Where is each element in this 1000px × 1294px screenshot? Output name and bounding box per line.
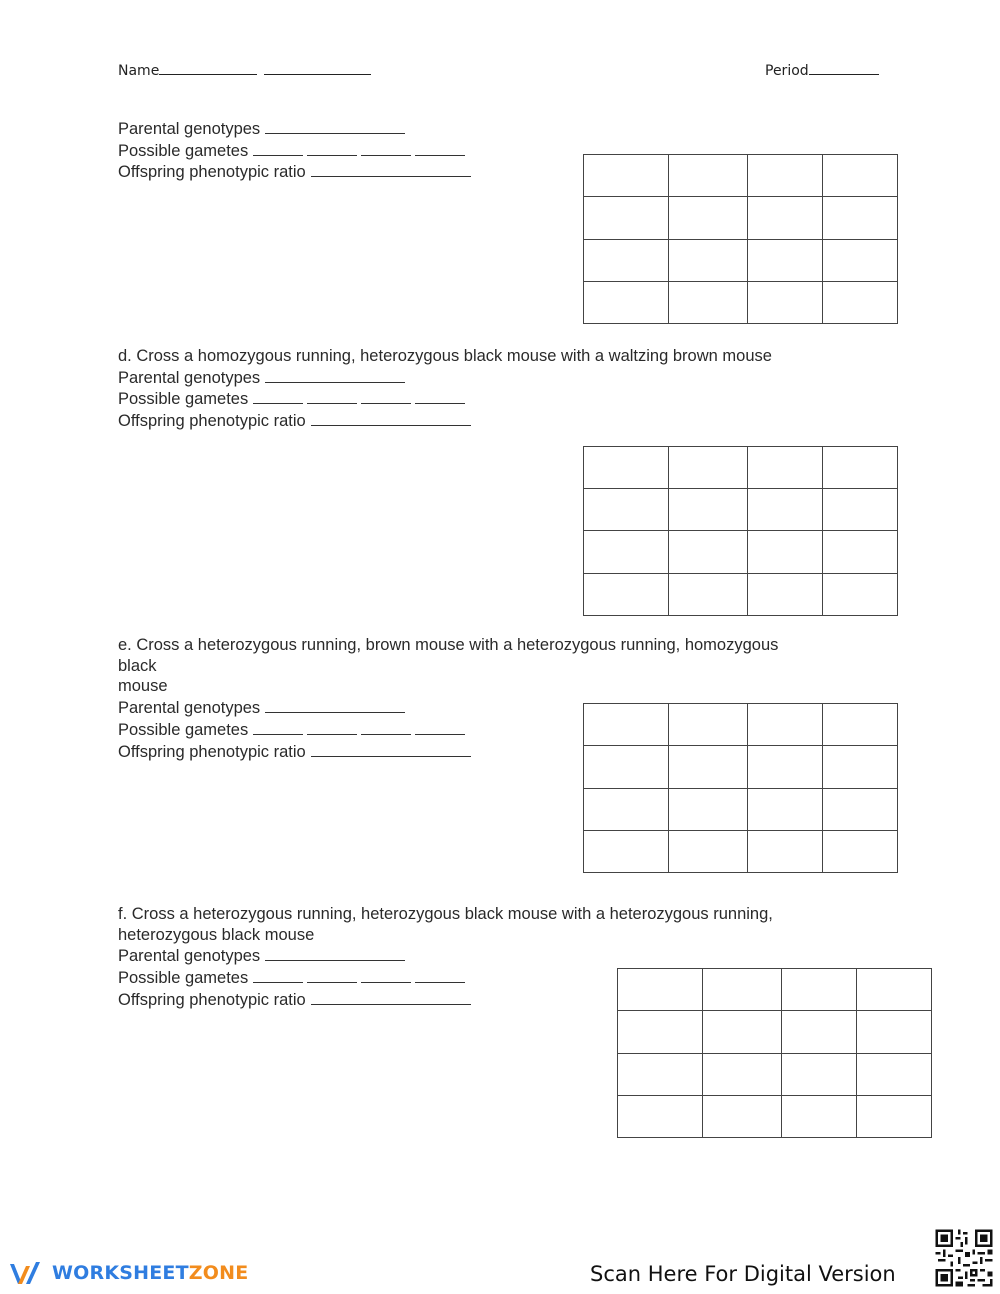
punnett-cell[interactable] xyxy=(748,155,823,197)
phenotypic-ratio-blank[interactable] xyxy=(311,410,471,426)
gamete-blank[interactable] xyxy=(361,140,411,156)
punnett-cell[interactable] xyxy=(669,704,748,746)
gamete-blank[interactable] xyxy=(253,140,303,156)
punnett-cell[interactable] xyxy=(669,197,748,240)
punnett-cell[interactable] xyxy=(823,197,898,240)
name-field xyxy=(118,60,371,79)
phenotypic-ratio-row: Offspring phenotypic ratio xyxy=(118,741,778,763)
punnett-cell[interactable] xyxy=(748,447,823,489)
punnett-cell[interactable] xyxy=(823,240,898,282)
punnett-square xyxy=(583,703,898,873)
gamete-blank[interactable] xyxy=(361,967,411,983)
punnett-cell[interactable] xyxy=(748,197,823,240)
gamete-blank[interactable] xyxy=(307,967,357,983)
punnett-cell[interactable] xyxy=(823,789,898,831)
punnett-cell[interactable] xyxy=(669,240,748,282)
punnett-cell[interactable] xyxy=(823,574,898,616)
possible-gametes-row: Possible gametes xyxy=(118,719,778,741)
punnett-cell[interactable] xyxy=(823,831,898,873)
section-c xyxy=(118,118,471,183)
punnett-cell[interactable] xyxy=(584,831,669,873)
gamete-blank[interactable] xyxy=(253,719,303,735)
qr-code-icon[interactable] xyxy=(933,1227,995,1289)
name-blank-last[interactable] xyxy=(264,60,371,75)
gamete-blank[interactable] xyxy=(415,719,465,735)
parental-genotypes-blank[interactable] xyxy=(265,367,405,383)
punnett-cell[interactable] xyxy=(748,489,823,531)
punnett-cell[interactable] xyxy=(669,531,748,574)
punnett-cell[interactable] xyxy=(823,746,898,789)
punnett-cell[interactable] xyxy=(748,789,823,831)
punnett-cell[interactable] xyxy=(782,1096,857,1138)
punnett-cell[interactable] xyxy=(669,789,748,831)
punnett-cell[interactable] xyxy=(669,746,748,789)
parental-genotypes-blank[interactable] xyxy=(265,118,405,134)
punnett-cell[interactable] xyxy=(584,531,669,574)
punnett-cell[interactable] xyxy=(748,240,823,282)
gamete-blank[interactable] xyxy=(253,388,303,404)
punnett-cell[interactable] xyxy=(748,831,823,873)
punnett-cell[interactable] xyxy=(584,789,669,831)
period-label: Period xyxy=(765,63,809,79)
punnett-cell[interactable] xyxy=(857,1054,932,1096)
punnett-cell[interactable] xyxy=(669,282,748,324)
name-label: Name xyxy=(118,63,160,79)
punnett-cell[interactable] xyxy=(748,574,823,616)
punnett-cell[interactable] xyxy=(584,704,669,746)
question-text: d. Cross a homozygous running, heterozygous black mouse with a waltzing brown mouse xyxy=(118,347,772,365)
punnett-cell[interactable] xyxy=(584,240,669,282)
gamete-blank[interactable] xyxy=(307,719,357,735)
worksheet-zone-logo xyxy=(8,1258,248,1288)
punnett-cell[interactable] xyxy=(669,447,748,489)
possible-gametes-row: Possible gametes xyxy=(118,967,773,989)
punnett-cell[interactable] xyxy=(857,969,932,1011)
punnett-cell[interactable] xyxy=(823,282,898,324)
punnett-cell[interactable] xyxy=(618,1096,703,1138)
phenotypic-ratio-row: Offspring phenotypic ratio xyxy=(118,989,773,1011)
gamete-blank[interactable] xyxy=(415,388,465,404)
question-text: black xyxy=(118,656,157,675)
punnett-cell[interactable] xyxy=(748,704,823,746)
punnett-cell[interactable] xyxy=(823,531,898,574)
punnett-cell[interactable] xyxy=(823,489,898,531)
punnett-cell[interactable] xyxy=(703,1054,782,1096)
logo-text: WORKSHEETZONE xyxy=(52,1262,249,1284)
punnett-cell[interactable] xyxy=(618,1011,703,1054)
period-field xyxy=(765,60,879,79)
punnett-cell[interactable] xyxy=(703,969,782,1011)
punnett-cell[interactable] xyxy=(748,746,823,789)
possible-gametes-row: Possible gametes xyxy=(118,388,772,410)
gamete-blank[interactable] xyxy=(307,140,357,156)
punnett-cell[interactable] xyxy=(669,831,748,873)
punnett-cell[interactable] xyxy=(703,1096,782,1138)
parental-genotypes-row: Parental genotypes xyxy=(118,118,471,140)
punnett-cell[interactable] xyxy=(748,282,823,324)
question-text: mouse xyxy=(118,677,168,696)
parental-genotypes-row: Parental genotypes xyxy=(118,945,773,967)
possible-gametes-row: Possible gametes xyxy=(118,140,471,162)
parental-genotypes-blank[interactable] xyxy=(265,697,405,713)
punnett-cell[interactable] xyxy=(584,197,669,240)
punnett-square xyxy=(617,968,932,1138)
gamete-blank[interactable] xyxy=(307,388,357,404)
punnett-cell[interactable] xyxy=(823,447,898,489)
punnett-cell[interactable] xyxy=(584,489,669,531)
punnett-cell[interactable] xyxy=(782,1011,857,1054)
punnett-cell[interactable] xyxy=(618,1054,703,1096)
gamete-blank[interactable] xyxy=(415,967,465,983)
punnett-cell[interactable] xyxy=(584,447,669,489)
phenotypic-ratio-blank[interactable] xyxy=(311,161,471,177)
punnett-cell[interactable] xyxy=(857,1096,932,1138)
parental-genotypes-blank[interactable] xyxy=(265,945,405,961)
punnett-cell[interactable] xyxy=(782,1054,857,1096)
name-blank-first[interactable] xyxy=(159,60,257,75)
punnett-cell[interactable] xyxy=(669,489,748,531)
gamete-blank[interactable] xyxy=(415,140,465,156)
phenotypic-ratio-row: Offspring phenotypic ratio xyxy=(118,161,471,183)
punnett-cell[interactable] xyxy=(669,574,748,616)
punnett-cell[interactable] xyxy=(584,574,669,616)
punnett-cell[interactable] xyxy=(584,282,669,324)
gamete-blank[interactable] xyxy=(361,388,411,404)
phenotypic-ratio-blank[interactable] xyxy=(311,989,471,1005)
punnett-cell[interactable] xyxy=(823,704,898,746)
phenotypic-ratio-blank[interactable] xyxy=(311,741,471,757)
period-blank[interactable] xyxy=(809,60,879,75)
parental-genotypes-row: Parental genotypes xyxy=(118,367,772,389)
scan-instruction: Scan Here For Digital Version xyxy=(590,1262,896,1286)
question-text: f. Cross a heterozygous running, heterozygous black mouse with a heterozygous running, xyxy=(118,905,773,923)
punnett-cell[interactable] xyxy=(669,155,748,197)
punnett-cell[interactable] xyxy=(584,746,669,789)
logo-mark-icon xyxy=(8,1258,46,1288)
gamete-blank[interactable] xyxy=(253,967,303,983)
punnett-cell[interactable] xyxy=(782,969,857,1011)
punnett-cell[interactable] xyxy=(748,531,823,574)
punnett-square xyxy=(583,154,898,324)
punnett-cell[interactable] xyxy=(584,155,669,197)
punnett-cell[interactable] xyxy=(823,155,898,197)
phenotypic-ratio-row: Offspring phenotypic ratio xyxy=(118,410,772,432)
punnett-cell[interactable] xyxy=(618,969,703,1011)
section-d xyxy=(118,346,772,432)
parental-genotypes-row: Parental genotypes xyxy=(118,697,778,719)
punnett-cell[interactable] xyxy=(857,1011,932,1054)
question-text: heterozygous black mouse xyxy=(118,925,315,944)
gamete-blank[interactable] xyxy=(361,719,411,735)
question-text: e. Cross a heterozygous running, brown mouse with a heterozygous running, homozygous xyxy=(118,636,779,654)
punnett-cell[interactable] xyxy=(703,1011,782,1054)
punnett-square xyxy=(583,446,898,616)
